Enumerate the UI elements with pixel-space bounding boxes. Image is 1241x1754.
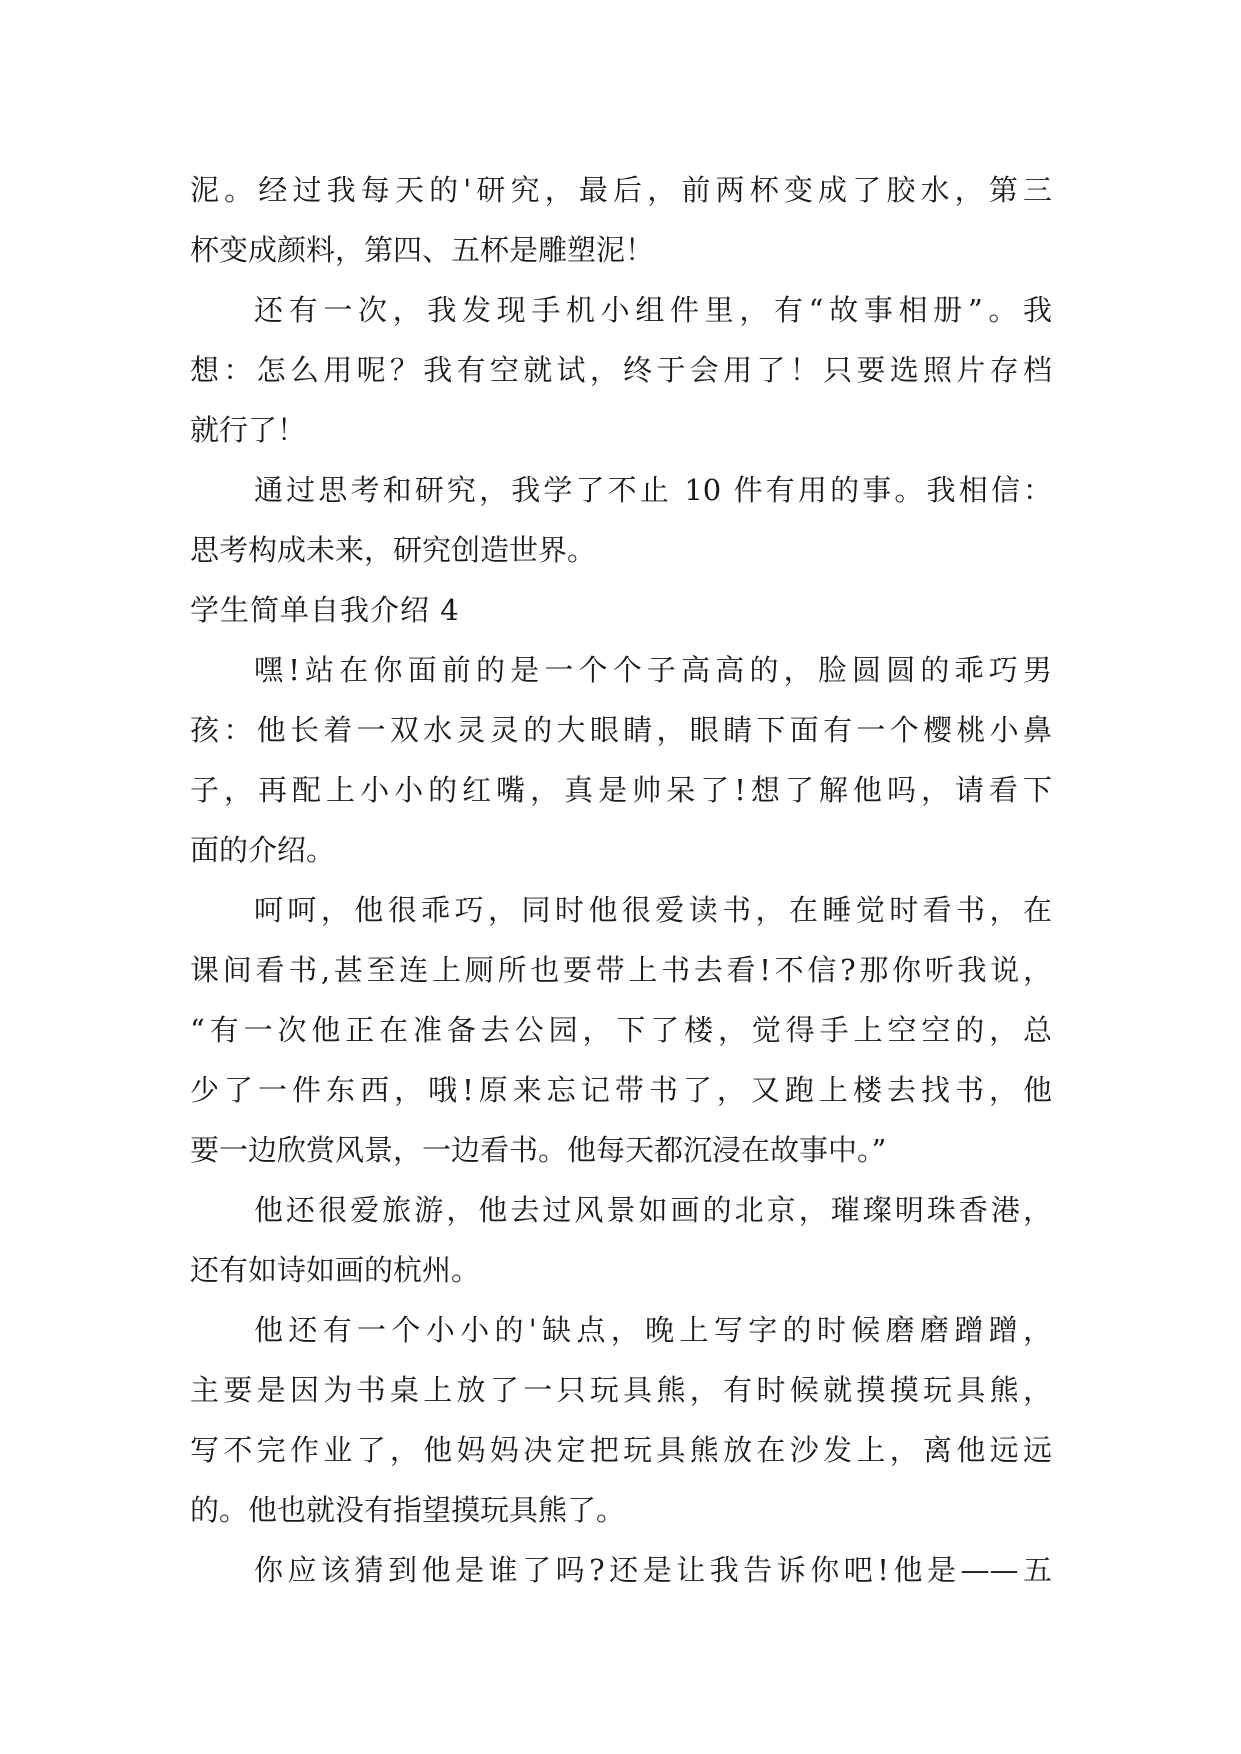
paragraph xyxy=(190,1300,1052,1540)
paragraph-line: 嘿!站在你面前的是一个个子高高的，脸圆圆的乖巧男 xyxy=(254,653,1052,687)
paragraph-line: 课间看书,甚至连上厕所也要带上书去看!不信?那你听我说， xyxy=(190,953,1052,987)
paragraph-line: 想：怎么用呢？我有空就试，终于会用了！只要选照片存档 xyxy=(190,353,1052,387)
paragraph-line: 面的介绍。 xyxy=(190,833,336,867)
paragraph xyxy=(190,1540,1052,1600)
paragraph-line: 子，再配上小小的红嘴，真是帅呆了!想了解他吗，请看下 xyxy=(190,773,1052,807)
paragraph-line: 泥。经过我每天的'研究，最后，前两杯变成了胶水，第三 xyxy=(190,173,1052,207)
paragraph-line: 呵呵，他很乖巧，同时他很爱读书，在睡觉时看书，在 xyxy=(254,893,1052,927)
paragraph-line: 还有一次，我发现手机小组件里，有“故事相册”。我 xyxy=(254,293,1052,327)
paragraph-line: 还有如诗如画的杭州。 xyxy=(190,1253,481,1287)
section-heading xyxy=(190,580,1052,640)
heading-text: 学生简单自我介绍 4 xyxy=(190,593,460,627)
paragraph-line: 少了一件东西，哦!原来忘记带书了，又跑上楼去找书，他 xyxy=(190,1073,1052,1107)
paragraph xyxy=(190,880,1052,1180)
paragraph-line: “有一次他正在准备去公园，下了楼，觉得手上空空的，总 xyxy=(190,1013,1052,1047)
paragraph-line: 的。他也就没有指望摸玩具熊了。 xyxy=(190,1493,626,1527)
paragraph-line: 杯变成颜料，第四、五杯是雕塑泥！ xyxy=(190,233,655,267)
paragraph-line: 通过思考和研究，我学了不止 10 件有用的事。我相信： xyxy=(254,473,1052,507)
paragraph-line: 他还很爱旅游，他去过风景如画的北京，璀璨明珠香港， xyxy=(254,1193,1052,1227)
paragraph-line: 你应该猜到他是谁了吗?还是让我告诉你吧!他是——五 xyxy=(254,1553,1052,1587)
paragraph-line: 要一边欣赏风景，一边看书。他每天都沉浸在故事中。” xyxy=(190,1133,887,1167)
paragraph xyxy=(190,160,1052,280)
paragraph-line: 他还有一个小小的'缺点，晚上写字的时候磨磨蹭蹭， xyxy=(254,1313,1052,1347)
paragraph xyxy=(190,280,1052,460)
paragraph-line: 主要是因为书桌上放了一只玩具熊，有时候就摸摸玩具熊， xyxy=(190,1373,1052,1407)
paragraph xyxy=(190,460,1052,580)
paragraph-line: 思考构成未来，研究创造世界。 xyxy=(190,533,597,567)
document-body xyxy=(190,160,1052,1600)
paragraph xyxy=(190,640,1052,880)
paragraph-line: 写不完作业了，他妈妈决定把玩具熊放在沙发上，离他远远 xyxy=(190,1433,1052,1467)
paragraph xyxy=(190,1180,1052,1300)
paragraph-line: 就行了！ xyxy=(190,413,307,447)
paragraph-line: 孩：他长着一双水灵灵的大眼睛，眼睛下面有一个樱桃小鼻 xyxy=(190,713,1052,747)
